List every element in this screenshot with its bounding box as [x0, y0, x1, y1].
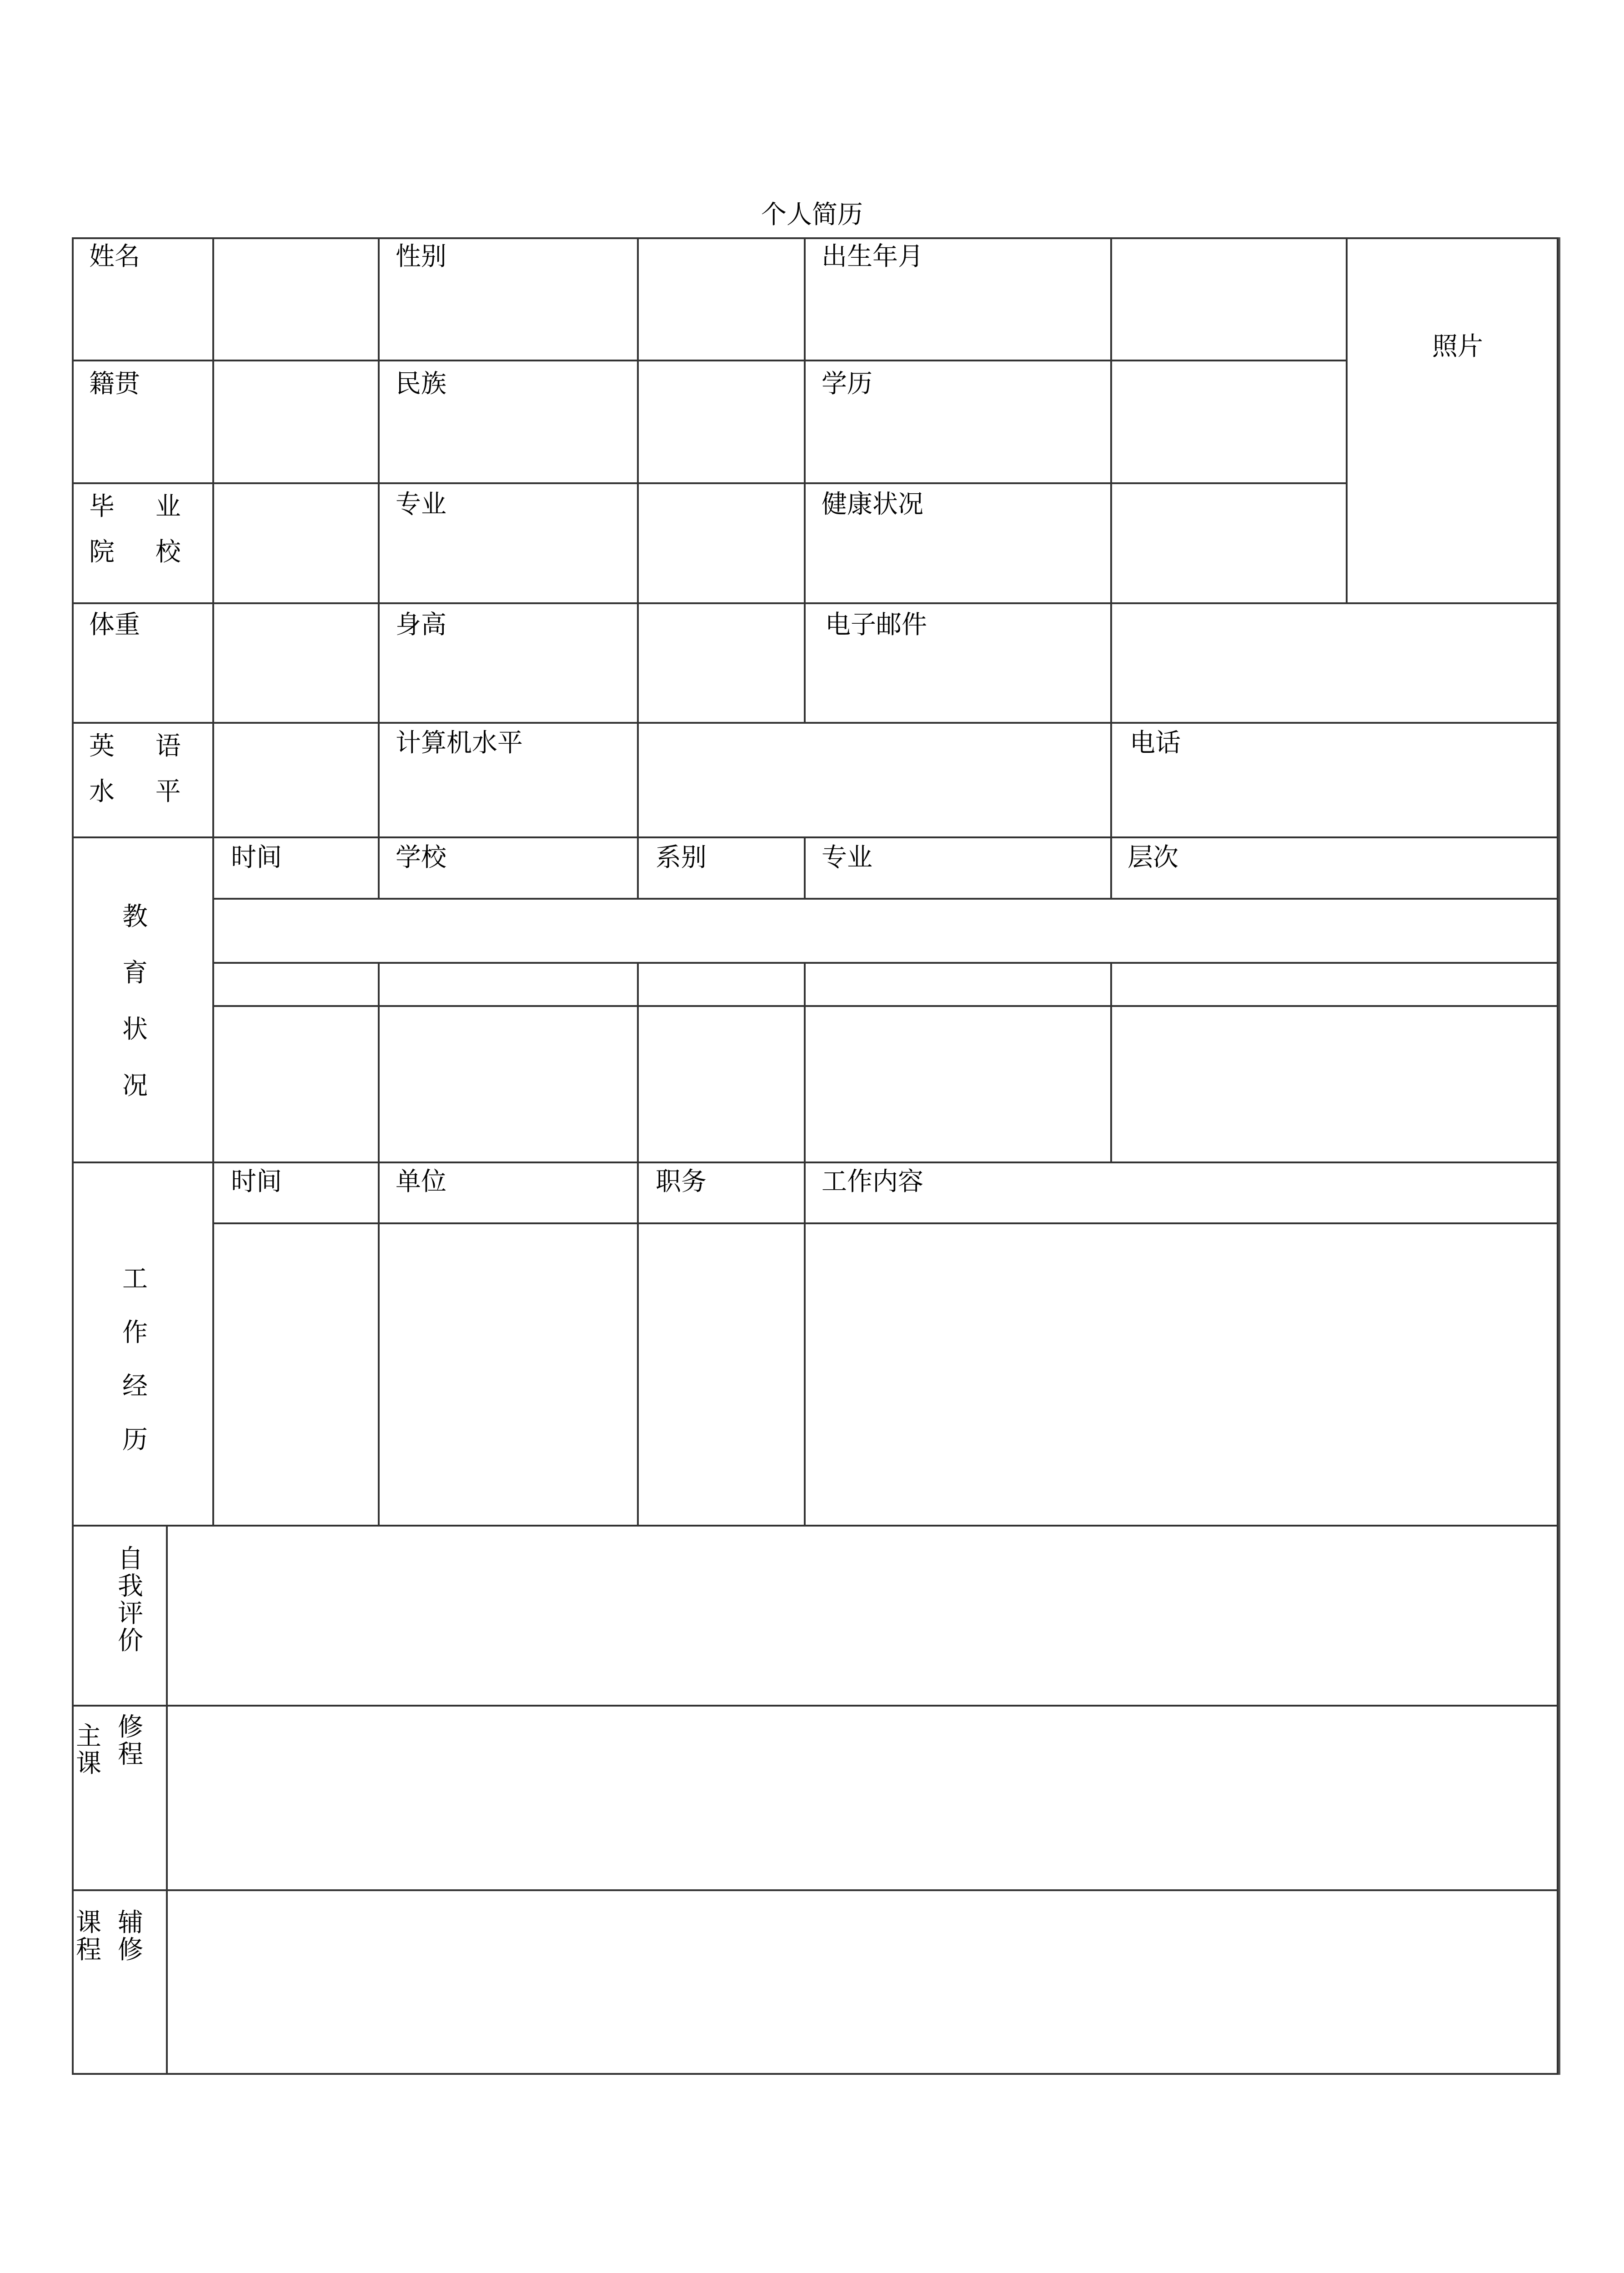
- phone-label: 电话: [1130, 728, 1181, 758]
- phone-value-cell[interactable]: [1112, 755, 1557, 836]
- col-divider: [637, 962, 639, 1162]
- row-divider: [72, 360, 1346, 361]
- name-label: 姓名: [89, 242, 140, 271]
- self-evaluation-label: 自我评价: [118, 1544, 143, 1656]
- self-evaluation-value-cell[interactable]: [168, 1527, 1557, 1705]
- row-divider: [72, 836, 1559, 838]
- row-divider: [212, 1222, 1559, 1224]
- height-label: 身高: [396, 610, 446, 640]
- edu-header-major: 专业: [822, 843, 872, 872]
- major-label: 专业: [396, 490, 446, 519]
- degree-label: 学历: [822, 369, 872, 399]
- work-header-position: 职务: [656, 1167, 707, 1197]
- row-divider: [72, 482, 1346, 484]
- main-courses-value-cell[interactable]: [168, 1707, 1557, 1889]
- minor-courses-label-col2: 辅修: [118, 1908, 143, 1965]
- minor-courses-label-col1: 课程: [76, 1908, 101, 1965]
- col-divider: [804, 962, 806, 1162]
- weight-label: 体重: [89, 610, 140, 640]
- col-divider: [378, 1162, 380, 1525]
- school-label: 毕 业 院 校: [89, 492, 197, 567]
- col-divider: [804, 237, 806, 724]
- row-divider: [212, 1005, 1559, 1007]
- education-section-label: 教育状况: [122, 902, 148, 1101]
- edu-header-department: 系别: [656, 843, 707, 872]
- table-border-bottom: [72, 2073, 1559, 2075]
- ethnicity-label: 民族: [396, 369, 446, 399]
- edu-header-time: 时间: [231, 843, 282, 872]
- row-divider: [72, 722, 1559, 724]
- computer-level-label: 计算机水平: [396, 728, 523, 758]
- col-divider: [378, 237, 380, 836]
- gender-label: 性别: [396, 242, 446, 271]
- col-divider: [378, 836, 380, 900]
- work-header-time: 时间: [231, 1167, 282, 1197]
- birth-date-value-cell[interactable]: [1112, 239, 1346, 360]
- col-divider: [1110, 962, 1112, 1162]
- table-border-right-outer: [1559, 237, 1560, 2075]
- minor-courses-value-cell[interactable]: [168, 1891, 1557, 2073]
- edu-header-school: 学校: [396, 843, 446, 872]
- work-header-employer: 单位: [396, 1167, 446, 1197]
- col-divider: [637, 1162, 639, 1525]
- page-title: 个人简历: [761, 200, 863, 230]
- gender-value-cell[interactable]: [639, 239, 804, 360]
- work-header-content: 工作内容: [822, 1167, 923, 1197]
- main-courses-label-col2: 修程: [118, 1712, 143, 1769]
- work-section-label: 工作经历: [122, 1264, 148, 1455]
- col-divider: [804, 1162, 806, 1525]
- row-divider: [212, 962, 1559, 964]
- table-border-left: [72, 237, 74, 2075]
- col-divider: [804, 836, 806, 900]
- row-divider: [72, 1162, 1559, 1163]
- col-divider: [212, 237, 214, 1525]
- photo-cell[interactable]: [1348, 239, 1557, 602]
- english-level-label: 英 语 水 平: [89, 731, 197, 806]
- birth-date-label: 出生年月: [822, 242, 923, 271]
- col-divider: [1110, 836, 1112, 900]
- email-label: 电子邮件: [825, 610, 927, 640]
- row-divider: [212, 898, 1559, 900]
- name-value-cell[interactable]: [214, 239, 378, 360]
- email-value-cell[interactable]: [1112, 604, 1557, 722]
- native-place-label: 籍贯: [89, 369, 140, 399]
- edu-header-level: 层次: [1128, 843, 1178, 872]
- main-courses-label-col1: 主课: [76, 1722, 101, 1778]
- col-divider: [378, 962, 380, 1162]
- photo-label: 照片: [1432, 332, 1483, 361]
- col-divider: [637, 836, 639, 900]
- health-label: 健康状况: [822, 490, 923, 519]
